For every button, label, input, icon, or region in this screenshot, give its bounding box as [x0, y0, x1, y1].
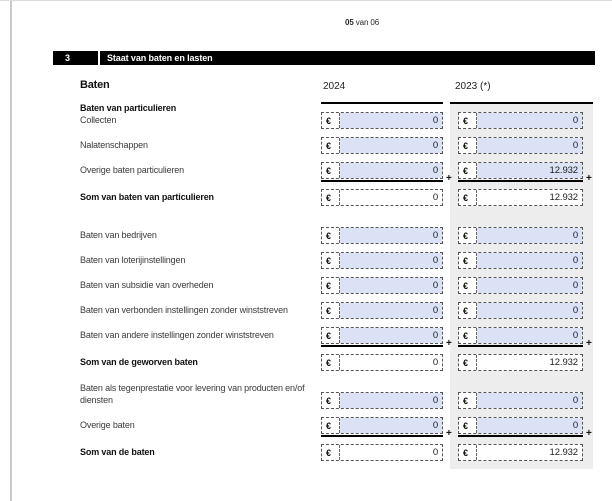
- section-header-bar: [53, 51, 595, 65]
- field-baten-van-andere-instellingen-zonder-winststreven-2023[interactable]: [458, 327, 583, 344]
- section-title: Staat van baten en lasten: [100, 51, 595, 65]
- column-header-baten: Baten: [80, 79, 110, 91]
- field-baten-van-andere-instellingen-zonder-winststreven-2024[interactable]: [321, 327, 443, 344]
- field-baten-van-loterijinstellingen-2023[interactable]: [458, 252, 583, 269]
- plus-sign: +: [446, 338, 452, 349]
- row-label: Overige baten: [80, 419, 135, 430]
- field-value: 0: [432, 447, 438, 458]
- field-value: 0: [477, 303, 582, 318]
- euro-symbol: €: [459, 445, 477, 460]
- euro-symbol: €: [459, 253, 477, 268]
- euro-symbol: €: [459, 355, 477, 370]
- field-value: 0: [340, 393, 442, 408]
- field-value: 0: [477, 393, 582, 408]
- row-label-cell: [80, 330, 330, 342]
- field-som-van-de-geworven-baten-2023: [458, 354, 583, 371]
- field-overige-baten-particulieren-2023[interactable]: [458, 162, 583, 179]
- field-nalatenschappen-2023[interactable]: [458, 137, 583, 154]
- row-label-cell: [80, 165, 330, 177]
- page-number: 05: [345, 18, 354, 27]
- table-row: [0, 129, 612, 154]
- field-baten-van-verbonden-instellingen-zonder-winststreven-2024[interactable]: [321, 302, 443, 319]
- field-value: 0: [340, 418, 442, 433]
- field-baten-van-bedrijven-2024[interactable]: [321, 227, 443, 244]
- euro-symbol: €: [459, 418, 477, 433]
- row-label-cell: [80, 420, 330, 432]
- field-value: 0: [477, 418, 582, 433]
- field-value: 0: [477, 328, 582, 343]
- field-nalatenschappen-2024[interactable]: [321, 137, 443, 154]
- euro-symbol: €: [459, 278, 477, 293]
- rows-container: [0, 104, 612, 474]
- row-label-cell: [80, 447, 330, 459]
- table-row: [0, 154, 612, 184]
- field-value: 0: [340, 228, 442, 243]
- table-row: [0, 219, 612, 244]
- row-label: Baten van bedrijven: [80, 229, 157, 240]
- column-header-2024: 2024: [323, 81, 346, 92]
- table-row: [0, 269, 612, 294]
- row-label: Som van baten van particulieren: [80, 191, 214, 202]
- field-baten-van-bedrijven-2023[interactable]: [458, 227, 583, 244]
- column-headers: [0, 79, 612, 95]
- euro-symbol: €: [322, 113, 340, 128]
- field-value: 0: [432, 357, 438, 368]
- euro-symbol: €: [459, 190, 477, 205]
- row-label: Baten van andere instellingen zonder winststreven: [80, 329, 274, 340]
- euro-symbol: €: [459, 393, 477, 408]
- euro-symbol: €: [322, 253, 340, 268]
- row-group-2: [0, 219, 612, 371]
- euro-symbol: €: [459, 303, 477, 318]
- euro-symbol: €: [322, 328, 340, 343]
- euro-symbol: €: [322, 138, 340, 153]
- table-row: [0, 244, 612, 269]
- row-label: Baten van subsidie van overheden: [80, 279, 214, 290]
- field-value: 0: [477, 113, 582, 128]
- euro-symbol: €: [322, 228, 340, 243]
- field-som-van-de-baten-2024: [321, 444, 443, 461]
- field-value: 0: [340, 138, 442, 153]
- row-label-cell: [80, 255, 330, 267]
- euro-symbol: €: [322, 355, 340, 370]
- field-value: 0: [432, 192, 438, 203]
- field-overige-baten-2023[interactable]: [458, 417, 583, 434]
- row-label-cell: [80, 230, 330, 242]
- table-row: [0, 104, 612, 129]
- plus-sign: +: [446, 173, 452, 184]
- field-value: 12.932: [549, 447, 578, 458]
- field-value: 0: [477, 278, 582, 293]
- euro-symbol: €: [322, 190, 340, 205]
- euro-symbol: €: [459, 138, 477, 153]
- field-value: 0: [340, 328, 442, 343]
- field-overige-baten-2024[interactable]: [321, 417, 443, 434]
- page-indicator: [345, 18, 379, 27]
- euro-symbol: €: [322, 418, 340, 433]
- euro-symbol: €: [322, 278, 340, 293]
- table-row: [0, 346, 612, 371]
- field-value: 0: [340, 253, 442, 268]
- plus-sign: +: [446, 428, 452, 439]
- field-som-van-baten-van-particulieren-2023: [458, 189, 583, 206]
- row-label: Overige baten particulieren: [80, 164, 185, 175]
- row-label-cell: [80, 103, 330, 126]
- table-row: [0, 181, 612, 206]
- table-row: [0, 319, 612, 349]
- field-value: 0: [340, 113, 442, 128]
- table-row: [0, 384, 612, 409]
- field-value: 0: [340, 163, 442, 178]
- field-baten-van-verbonden-instellingen-zonder-winststreven-2023[interactable]: [458, 302, 583, 319]
- table-row: [0, 294, 612, 319]
- euro-symbol: €: [322, 393, 340, 408]
- field-som-van-baten-van-particulieren-2024: [321, 189, 443, 206]
- row-label-cell: [80, 357, 330, 369]
- field-baten-van-subsidie-van-overheden-2023[interactable]: [458, 277, 583, 294]
- euro-symbol: €: [322, 303, 340, 318]
- field-collecten-2024[interactable]: [321, 112, 443, 129]
- field-som-van-de-geworven-baten-2024: [321, 354, 443, 371]
- column-header-2023: 2023 (*): [455, 81, 491, 92]
- row-label-cell: [80, 305, 330, 317]
- field-value: 0: [477, 228, 582, 243]
- euro-symbol: €: [322, 163, 340, 178]
- row-group-1: [0, 104, 612, 206]
- table-row: [0, 409, 612, 439]
- field-value: 0: [477, 253, 582, 268]
- row-label-cell: [80, 383, 330, 406]
- page-count: van 06: [355, 18, 380, 27]
- field-baten-van-loterijinstellingen-2024[interactable]: [321, 252, 443, 269]
- row-label-cell: [80, 140, 330, 152]
- field-value: 12.932: [549, 357, 578, 368]
- field-value: 0: [477, 138, 582, 153]
- euro-symbol: €: [459, 228, 477, 243]
- field-baten-van-subsidie-van-overheden-2024[interactable]: [321, 277, 443, 294]
- row-label: Collecten: [80, 114, 117, 125]
- euro-symbol: €: [322, 445, 340, 460]
- row-label: Baten van loterijinstellingen: [80, 254, 186, 265]
- field-value: 12.932: [477, 163, 582, 178]
- euro-symbol: €: [459, 163, 477, 178]
- table-row: [0, 436, 612, 461]
- plus-sign: +: [586, 428, 592, 439]
- field-baten-als-tegenprestatie-voor-levering-van-producten-en-of-diensten-2024[interactable]: [321, 392, 443, 409]
- row-label: Som van de geworven baten: [80, 356, 198, 367]
- field-value: 12.932: [549, 192, 578, 203]
- field-value: 0: [340, 303, 442, 318]
- field-baten-als-tegenprestatie-voor-levering-van-producten-en-of-diensten-2023[interactable]: [458, 392, 583, 409]
- row-group-3: [0, 384, 612, 461]
- field-overige-baten-particulieren-2024[interactable]: [321, 162, 443, 179]
- field-som-van-de-baten-2023: [458, 444, 583, 461]
- euro-symbol: €: [459, 328, 477, 343]
- row-label: Nalatenschappen: [80, 139, 148, 150]
- row-label: Baten als tegenprestatie voor levering van producten en/of diensten: [80, 383, 305, 405]
- group-heading: Baten van particulieren: [80, 103, 177, 113]
- plus-sign: +: [586, 173, 592, 184]
- row-label: Baten van verbonden instellingen zonder winststreven: [80, 304, 288, 315]
- field-value: 0: [340, 278, 442, 293]
- euro-symbol: €: [459, 113, 477, 128]
- row-label: Som van de baten: [80, 446, 155, 457]
- row-label-cell: [80, 280, 330, 292]
- section-number: 3: [53, 51, 98, 65]
- plus-sign: +: [586, 338, 592, 349]
- row-label-cell: [80, 192, 330, 204]
- field-collecten-2023[interactable]: [458, 112, 583, 129]
